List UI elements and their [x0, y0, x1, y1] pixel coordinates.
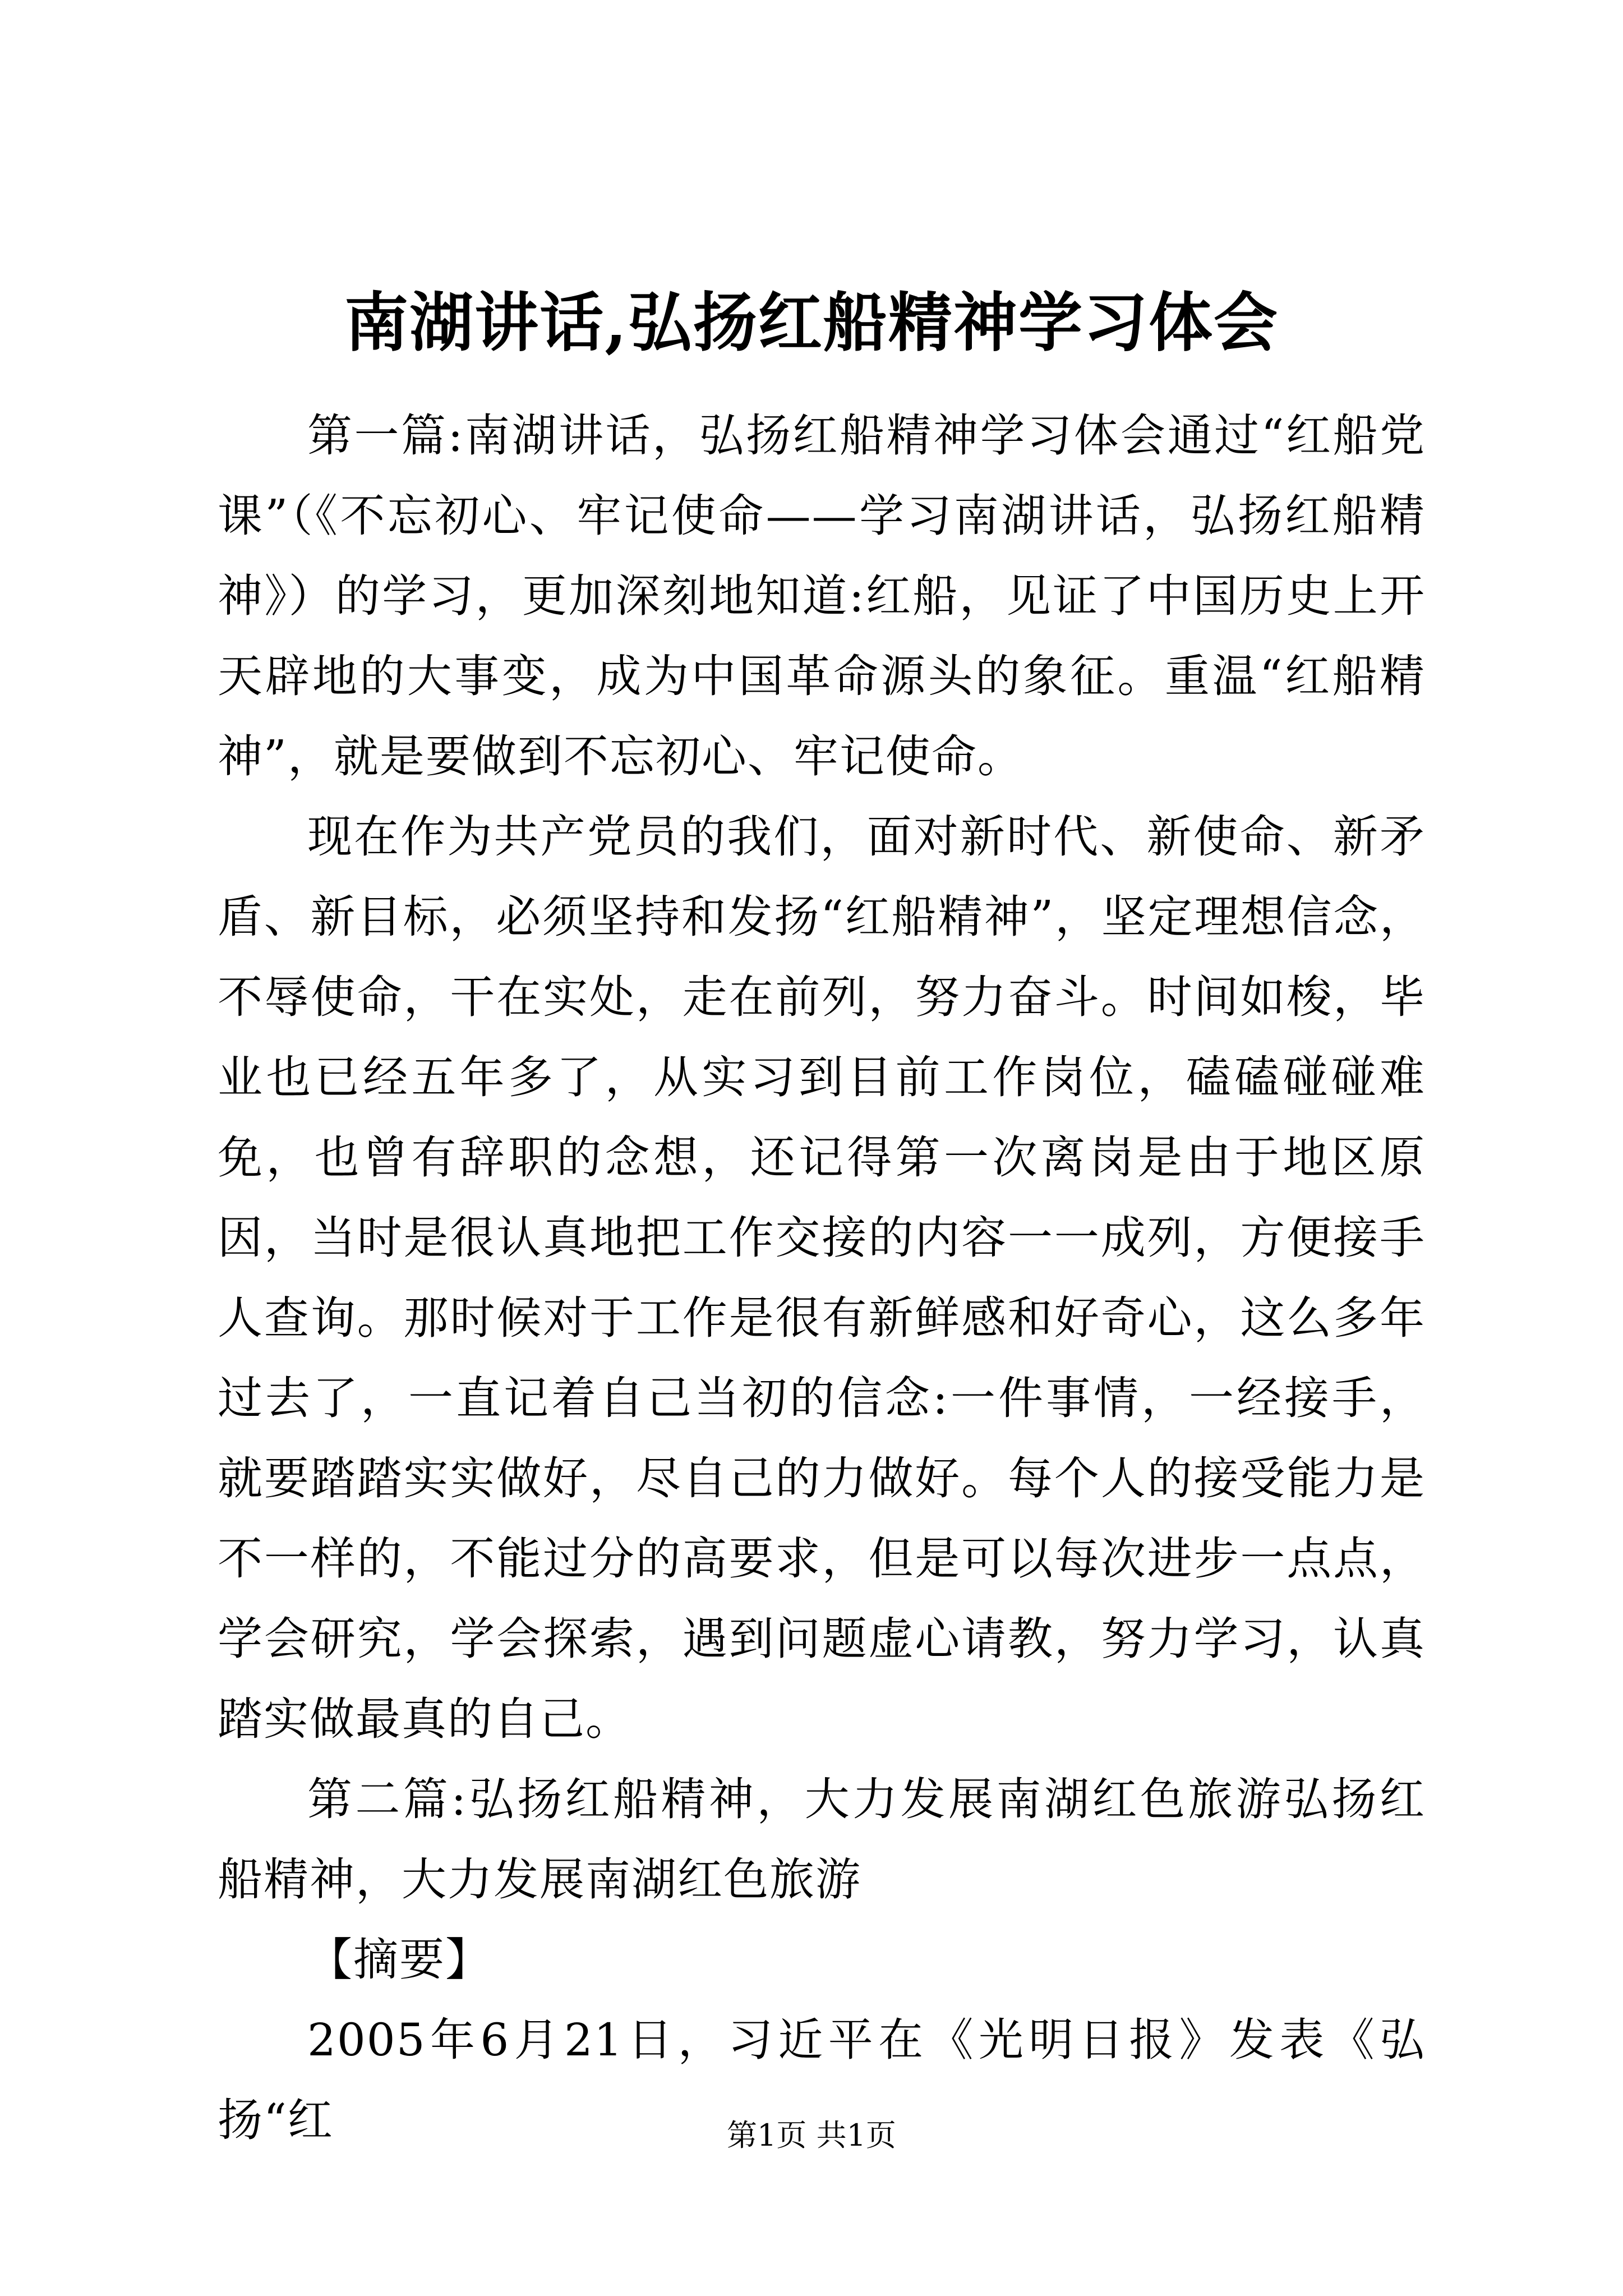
paragraph: 第一篇:南湖讲话，弘扬红船精神学习体会通过“红船党课”（《不忘初心、牢记使命——学习南湖讲话，弘扬红船精神》）的学习，更加深刻地知道:红船，见证了中国历史上开天辟地的大事变，成为中国革命源头的象征。重温“红船精神”，就是要做到不忘初心、牢记使命。 [218, 409, 1426, 783]
section-heading: 【摘要】 [307, 1934, 491, 1986]
paragraph: 现在作为共产党员的我们，面对新时代、新使命、新矛盾、新目标，必须坚持和发扬“红船精神”，坚定理想信念，不辱使命，干在实处，走在前列，努力奋斗。时间如梭，毕业也已经五年多了，从实习到目前工作岗位，磕磕碰碰难免，也曾有辞职的念想，还记得第一次离岗是由于地区原因，当时是很认真地把工作交接的内容一一成列，方便接手人查询。那时候对于工作是很有新鲜感和好奇心，这么多年过去了，一直记着自己当初的信念:一件事情，一经接手，就要踏踏实实做好，尽自己的力做好。每个人的接受能力是不一样的，不能过分的高要求，但是可以每次进步一点点，学会研究，学会探索，遇到问题虚心请教，努力学习，认真踏实做最真的自己。 [218, 811, 1426, 1745]
paragraph: 第二篇:弘扬红船精神，大力发展南湖红色旅游弘扬红船精神，大力发展南湖红色旅游 [218, 1773, 1426, 1906]
document-body [218, 395, 1426, 2160]
paragraph: 2005年6月21日，习近平在《光明日报》发表《弘扬“红 [218, 2014, 1426, 2146]
page-footer: 第1页 共1页 [727, 2118, 896, 2153]
document-title: 南湖讲话,弘扬红船精神学习体会 [344, 285, 1279, 360]
